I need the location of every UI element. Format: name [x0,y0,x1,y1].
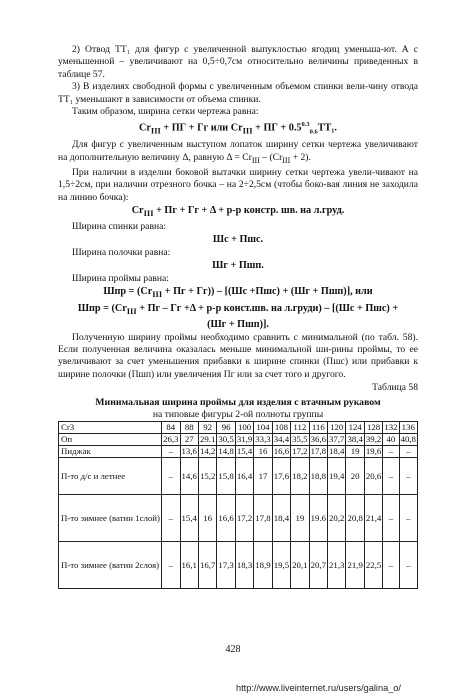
table-cell: 17,2 [292,446,308,457]
table-cell: 116 [309,421,327,433]
table-cell: 17,8 [254,494,272,541]
formula-front-width: Шг + Пшп. [212,260,264,272]
table-cell: 16,4 [235,457,253,494]
source-url: http://www.liveinternet.ru/users/galina_o/ [236,683,401,693]
table-cell: 19 [346,445,364,457]
table-cell: – [162,494,180,541]
table-cell: 15,4 [180,494,198,541]
table-cell: 112 [291,421,309,433]
table-cell: – [383,457,399,494]
page-number: 428 [225,644,241,655]
table-cell: – [383,445,399,457]
table-cell: 21,3 [328,541,346,588]
table-cell: 35,5 [292,434,308,445]
table-cell: Cr3 [59,421,162,433]
table-cell: 22,5 [364,541,382,588]
table-row [59,445,418,457]
formula-armhole-1 [58,285,418,302]
table-cell: 18,9 [254,541,272,588]
table-cell: 18,4 [329,446,345,457]
table-cell: 92 [198,421,216,433]
table-cell: 19,4 [328,457,346,494]
f2-sub: III [143,208,154,219]
formula-armhole-2 [58,302,418,319]
f2-part: Cr [131,205,144,217]
paragraph-5: При наличии в изделии боковой вытачки ширину сетки чертежа увели-чивают на 1,5÷2см, при наличии отрезного бочка – на 2÷2,5см (чтобы боко-вая линия не заходила на линию бочка): [58,167,418,203]
table-cell: 30,5 [218,434,234,445]
table-cell: 37,7 [329,434,345,445]
table-cell: 21,4 [364,494,382,541]
table-cell: 88 [180,421,198,433]
paragraph-7: Ширина полочки равна: [72,246,171,258]
table-cell: 18,2 [291,457,309,494]
table-cell: 132 [384,422,398,433]
table-cell: 16,7 [198,541,216,588]
table-cell: 20 [346,457,364,494]
table-cell: 33,3 [255,434,271,445]
page-body [58,44,418,589]
f1-part: Cr [139,122,151,134]
table-cell: 16 [198,494,216,541]
table-caption: Минимальная ширина проймы для изделия с втачным рукавом [95,396,381,408]
table-cell: 17,8 [310,446,326,457]
table-cell: – [162,445,180,457]
f6-part: Шпр = (Cr [77,302,127,314]
table-cell: П-то зимнее (ватин 1слой) [59,494,162,541]
table-row [59,494,418,541]
table-cell: 104 [254,421,272,433]
f5-part: Шпр = (Cr [103,286,153,298]
formula-grid-width [58,118,418,139]
p4-sub2: III [282,155,291,165]
table-cell: 18,3 [235,541,253,588]
table-cell: 84 [162,421,180,433]
f2-tail: + Пг + Гг + Δ + р-р констр. шв. на л.груд. [153,205,345,217]
table-cell: 17,2 [235,494,253,541]
table-cell: 19,5 [272,541,290,588]
table-cell: 17,6 [272,457,290,494]
f1-frac-top: 0.3 [301,121,310,129]
f1-sub: III [150,125,161,136]
p4-sub: III [251,155,260,165]
table-cell: 13,6 [181,446,197,457]
p4-text: Для фигур с увеличенным выступом лопаток ширину сетки чертежа увеличивают на дополнительную величину Δ, равную Δ = Cr [58,139,418,163]
table-cell: 128 [364,421,382,433]
table-cell: 26,3 [163,434,179,445]
table-cell: – [383,494,399,541]
table-cell: 40 [383,433,399,445]
formula-back-width: Шс + Пшс. [212,234,264,246]
p4-end: – (Cr [259,151,283,163]
table-cell: 17 [254,457,272,494]
table-cell: 15,8 [217,457,235,494]
paragraph-9: Полученную ширину проймы необходимо сравнить с минимальной (по табл. 58). Если полученная величина оказалась меньше минимальной ши-рины проймы, то ее увеличивают за счет уменьшения прибавки к ширине спинки (Пшс) или прибавки к ширине полочки (Пшп) или увеличения Пг или за счет того и другого. [58,331,418,380]
paragraph-1: 2) Отвод ТТ₁ для фигур с увеличенной выпуклостью ягодиц уменьша-ют. А с уменьшенной – увеличивают на 0,5÷0,7см относительно величины приведенных в таблице 57. [58,44,418,80]
table-cell: 14,2 [199,446,216,457]
table-cell: 120 [328,421,346,433]
table-cell: Оп [59,433,162,445]
table-cell: 20,1 [291,541,309,588]
f1-tail2: + ПГ + 0.5 [252,122,302,134]
armhole-width-table [58,421,418,589]
table-cell: 34,4 [273,434,290,445]
paragraph-8: Ширина проймы равна: [72,272,169,284]
f1-frac-bot: 0.6 [309,128,318,136]
f5-tail: + Пг + Гг)) – [(Шс +Пшс) + (Шг + Пшп)], или [162,286,373,298]
table-cell: – [399,457,417,494]
table-cell: 96 [217,421,235,433]
paragraph-6: Ширина спинки равна: [72,220,167,232]
table-cell: 14,6 [180,457,198,494]
table-cell: 100 [235,421,253,433]
f5-sub: III [152,289,163,300]
formula-side-dart [58,204,418,221]
table-cell: 20,6 [364,457,382,494]
table-cell: 36,6 [310,434,326,445]
table-cell: П-то зимнее (ватин 2слоя) [59,541,162,588]
table-row [59,541,418,588]
f1-sub2: III [242,125,253,136]
table-cell: 19.6 [309,494,327,541]
table-cell: 16,1 [180,541,198,588]
table-cell: 108 [272,421,290,433]
f1-end: ТТ₁. [317,122,337,134]
table-cell: П-то д/с и летнее [59,457,162,494]
table-cell: 16,6 [273,446,290,457]
table-cell: 21,9 [346,541,364,588]
table-cell: – [399,445,417,457]
table-cell: 31,9 [236,434,253,445]
table-cell: 20,8 [346,494,364,541]
table-cell: – [383,541,399,588]
table-cell: – [399,494,417,541]
p4-end2: + 2). [290,151,311,163]
paragraph-2: 3) В изделиях свободной формы с увеличенным объемом спинки вели-чину отвода ТТ₁ уменьшают в зависимости от объема спинки. [58,81,418,105]
table-cell: 17,3 [217,541,235,588]
table-cell: 38,4 [347,434,363,445]
table-cell: 136 [399,421,417,433]
table-cell: 19,6 [365,446,382,457]
table-cell: Пиджак [59,445,162,457]
table-cell: 16,6 [217,494,235,541]
f1-tail: + ПГ + Гг или Cr [160,122,243,134]
table-cell: 20,2 [328,494,346,541]
table-label: Таблица 58 [372,382,418,394]
table-cell: 20,7 [309,541,327,588]
table-body [59,421,418,588]
f6-sub: III [126,305,137,316]
paragraph-3: Таким образом, ширина сетки чертежа равна: [72,106,259,118]
table-cell: 16 [254,445,272,457]
table-row [59,457,418,494]
paragraph-4 [58,139,418,167]
f6-tail: + Пг – Гг +Δ + р-р конст.шв. на л.груди) – [(Шс + Пшс) + [136,302,399,314]
table-cell: – [162,541,180,588]
table-cell: – [162,457,180,494]
table-cell: 19 [291,494,309,541]
table-cell: 39,2 [365,434,382,445]
table-cell: 124 [346,421,364,433]
table-header-row [59,421,418,433]
formula-armhole-2-end: (Шг + Пшп)]. [207,319,269,331]
table-cell: 27 [180,433,198,445]
table-cell: 29.1 [199,434,216,445]
table-cell: 14,8 [218,446,234,457]
table-cell: 40,8 [400,434,416,445]
table-cell: 18,8 [309,457,327,494]
table-cell: 15,2 [198,457,216,494]
table-cell: 18,4 [272,494,290,541]
table-cell: 15,4 [236,446,253,457]
table-row [59,433,418,445]
table-subcaption: на типовые фигуры 2-ой полноты группы [152,408,324,420]
table-cell: – [399,541,417,588]
